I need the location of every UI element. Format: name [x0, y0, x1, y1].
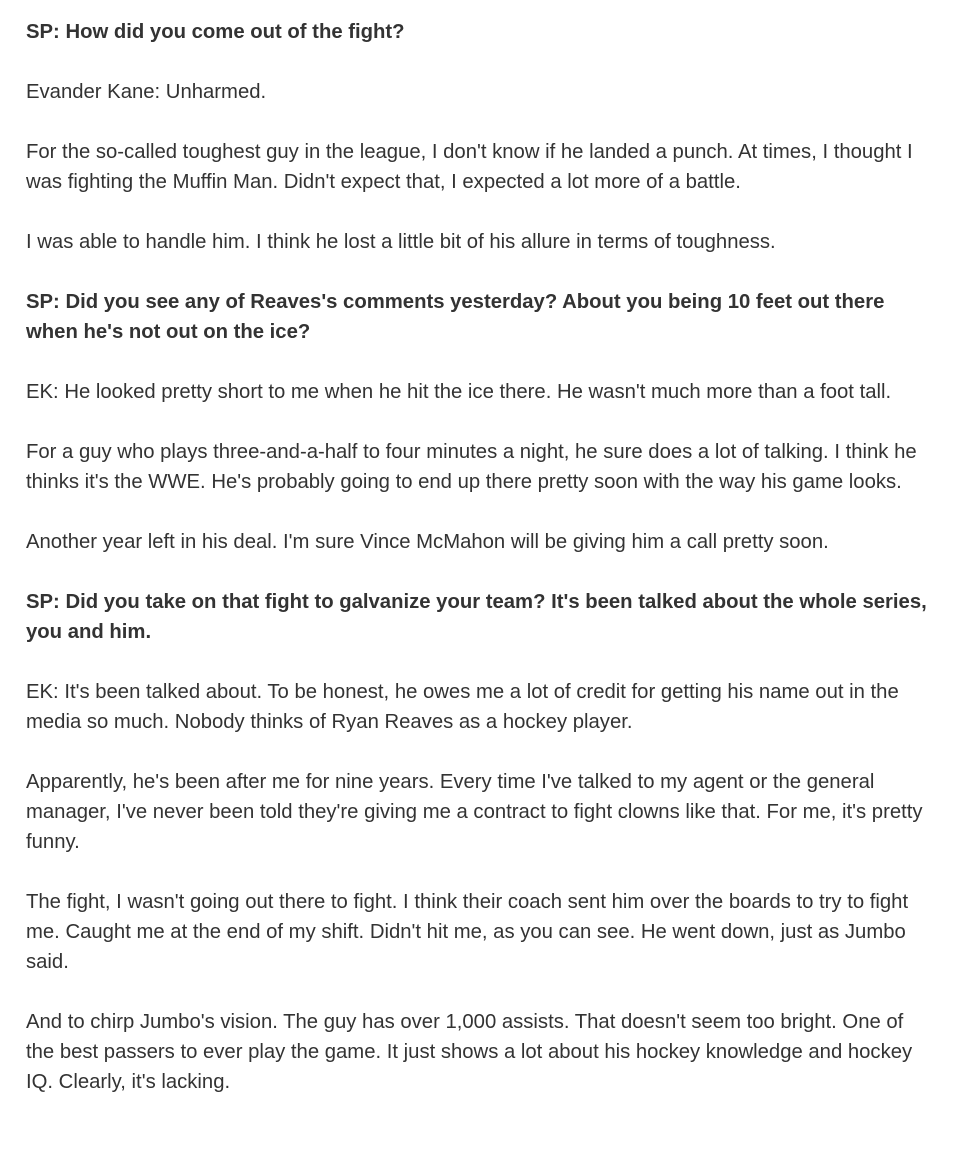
interview-answer: EK: It's been talked about. To be honest, he owes me a lot of credit for getting his name out in the media so much. Nobody thinks of Ryan Reaves as a hockey player.	[26, 681, 899, 733]
interview-answer: For the so-called toughest guy in the league, I don't know if he landed a punch. At times, I thought I was fighting the Muffin Man. Didn't expect that, I expected a lot more of a battle.	[26, 141, 913, 193]
interview-answer: EK: He looked pretty short to me when he hit the ice there. He wasn't much more than a foot tall.	[26, 381, 892, 403]
interview-question: SP: How did you come out of the fight?	[26, 21, 405, 43]
interview-answer: The fight, I wasn't going out there to fight. I think their coach sent him over the boards to try to fight me. Caught me at the end of my shift. Didn't hit me, as you can see. He went down, just as Jumbo said.	[26, 891, 909, 973]
interview-answer: I was able to handle him. I think he lost a little bit of his allure in terms of toughness.	[26, 231, 776, 253]
interview-answer: Apparently, he's been after me for nine years. Every time I've talked to my agent or the general manager, I've never been told they're giving me a contract to fight clowns like that. For me, it's pretty funny.	[26, 771, 923, 853]
interview-answer: Evander Kane: Unharmed.	[26, 81, 267, 103]
interview-answer: For a guy who plays three-and-a-half to four minutes a night, he sure does a lot of talking. I think he thinks it's the WWE. He's probably going to end up there pretty soon with the way his game looks.	[26, 441, 917, 493]
interview-question: SP: Did you see any of Reaves's comments yesterday? About you being 10 feet out there when he's not out on the ice?	[26, 291, 885, 343]
interview-answer: And to chirp Jumbo's vision. The guy has over 1,000 assists. That doesn't seem too bright. One of the best passers to ever play the game. It just shows a lot about his hockey knowledge and hockey IQ. Clearly, it's lacking.	[26, 1011, 913, 1093]
interview-answer: Another year left in his deal. I'm sure Vince McMahon will be giving him a call pretty soon.	[26, 531, 829, 553]
interview-question: SP: Did you take on that fight to galvanize your team? It's been talked about the whole series, you and him.	[26, 591, 927, 643]
